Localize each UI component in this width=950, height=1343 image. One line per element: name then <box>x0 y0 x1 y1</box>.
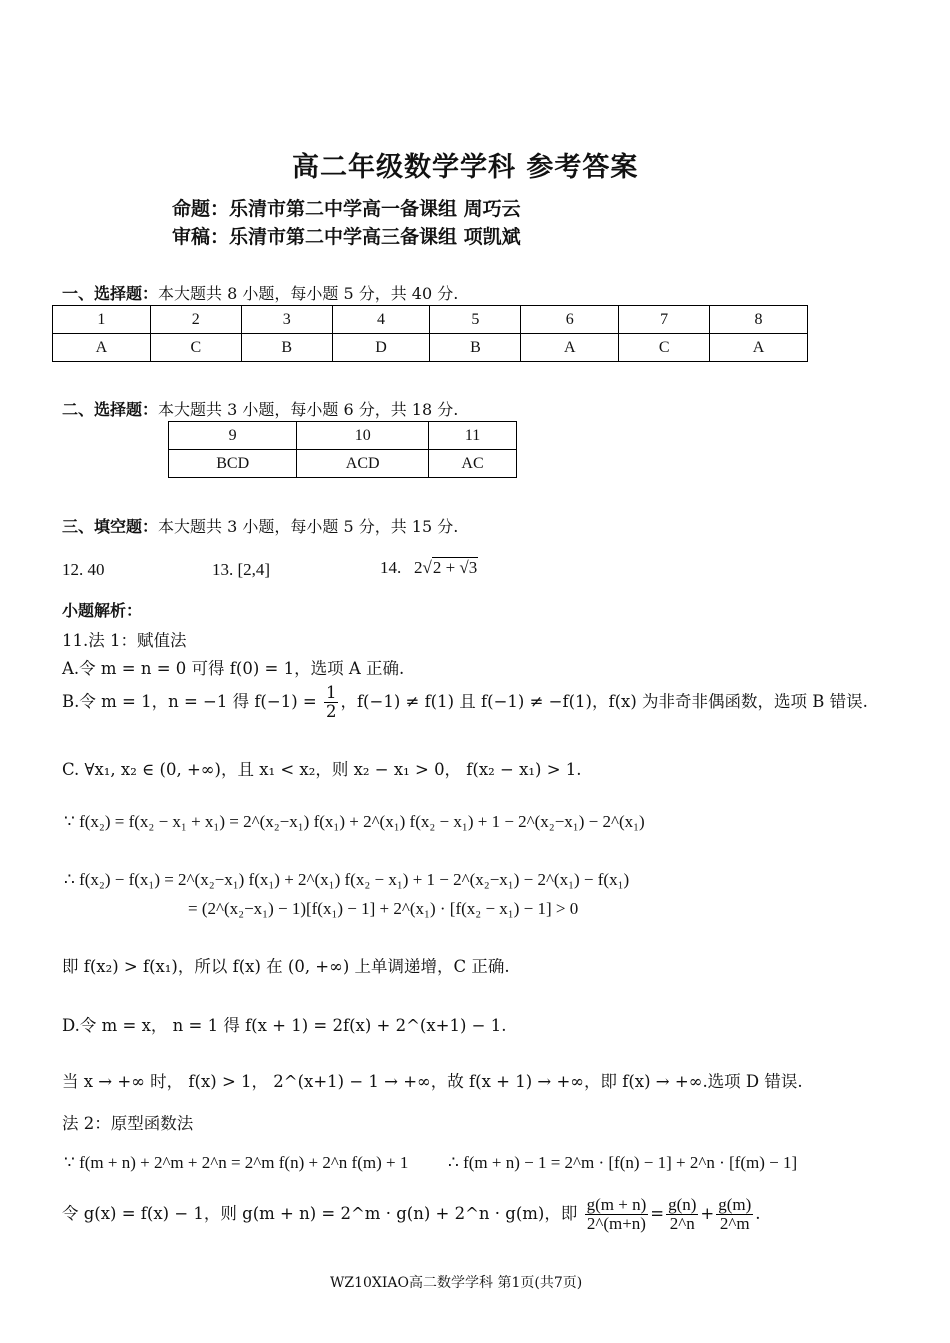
equation-4b: ∴ f(m + n) − 1 = 2^m · [f(n) − 1] + 2^n · [f(m) − 1] <box>448 1153 798 1172</box>
answer-13: 13. [2,4] <box>212 560 271 579</box>
fraction-denominator: 2 <box>325 702 337 721</box>
fraction <box>666 1196 698 1233</box>
g-definition-text: 令 g(x) = f(x) − 1，则 g(m + n) = 2^m · g(n) + 2^n · g(m)，即 <box>62 1204 578 1223</box>
analysis-heading-text: 小题解析： <box>62 601 143 620</box>
option-a: A.令 m = n = 0 可得 f(0) = 1，选项 A 正确. <box>62 659 405 678</box>
period: . <box>755 1204 761 1223</box>
answer-14-label: 14. <box>380 558 402 577</box>
section2-desc: 本大题共 3 小题，每小题 6 分，共 18 分. <box>158 400 459 419</box>
table-cell: A <box>521 334 619 362</box>
section3-desc: 本大题共 3 小题，每小题 5 分，共 15 分. <box>158 517 459 536</box>
table-cell: 9 <box>169 422 297 450</box>
page-footer: WZ10XIAO高二数学学科 第1页(共7页) <box>330 1275 583 1291</box>
analysis-heading <box>62 598 142 621</box>
fraction-numerator: 1 <box>325 683 337 702</box>
table-cell: C <box>150 334 241 362</box>
fraction-denominator: 2^(m+n) <box>586 1214 646 1233</box>
table-cell: C <box>619 334 710 362</box>
equals-sign: = <box>650 1204 665 1223</box>
sqrt-icon: √ <box>422 558 432 577</box>
answer-14-radicand: 2 + √3 <box>432 558 478 577</box>
table-cell: 11 <box>429 422 517 450</box>
equation-4a: ∵ f(m + n) + 2^m + 2^n = 2^m f(n) + 2^n f(m) + 1 <box>64 1153 409 1172</box>
table-cell: 4 <box>332 306 430 334</box>
table-row <box>169 422 517 450</box>
section1-heading <box>62 281 458 304</box>
table-cell: A <box>710 334 808 362</box>
table-cell: 2 <box>150 306 241 334</box>
equation-2: ∴ f(x₂) − f(x₁) = 2^(x₂−x₁) f(x₁) + 2^(x₁) f(x₂ − x₁) + 1 − 2^(x₂−x₁) − 2^(x₁) − f(x₁) <box>64 870 630 889</box>
section1-desc: 本大题共 8 小题，每小题 5 分，共 40 分. <box>158 284 459 303</box>
answer-14 <box>380 558 478 578</box>
fraction-numerator: g(n) <box>668 1195 697 1214</box>
answer-14-coef: 2 <box>414 558 423 577</box>
section1-label: 一、选择题： <box>62 284 159 303</box>
option-c-conclusion: 即 f(x₂) > f(x₁)，所以 f(x) 在 (0, +∞) 上单调递增，C 正确. <box>62 957 510 976</box>
table-cell: 3 <box>241 306 332 334</box>
fraction-numerator: g(m + n) <box>586 1195 647 1214</box>
fraction <box>585 1196 649 1233</box>
section1-answer-table <box>52 305 808 362</box>
table-cell: 8 <box>710 306 808 334</box>
section2-heading <box>62 397 458 420</box>
equation-1: ∵ f(x₂) = f(x₂ − x₁ + x₁) = 2^(x₂−x₁) f(x₁) + 2^(x₁) f(x₂ − x₁) + 1 − 2^(x₂−x₁) − 2^(x₁) <box>64 812 645 831</box>
option-c: C. ∀x₁, x₂ ∈ (0, +∞)，且 x₁ < x₂，则 x₂ − x₁ > 0， f(x₂ − x₁) > 1. <box>62 760 582 779</box>
g-definition <box>62 1196 761 1233</box>
option-d-conclusion: 当 x → +∞ 时， f(x) > 1， 2^(x+1) − 1 → +∞，故 f(x + 1) → +∞，即 f(x) → +∞.选项 D 错误. <box>62 1072 803 1091</box>
fraction-denominator: 2^m <box>719 1214 750 1233</box>
table-cell: D <box>332 334 430 362</box>
table-row <box>53 306 808 334</box>
table-cell: B <box>430 334 521 362</box>
section3-heading <box>62 514 458 537</box>
table-cell: BCD <box>169 450 297 478</box>
method2-title: 法 2：原型函数法 <box>62 1114 194 1133</box>
table-cell: AC <box>429 450 517 478</box>
reviewer-line: 审稿：乐清市第二中学高三备课组 项凯斌 <box>172 226 521 248</box>
section3-label: 三、填空题： <box>62 517 159 536</box>
table-cell: ACD <box>297 450 429 478</box>
section2-answer-table <box>168 421 517 478</box>
table-cell: A <box>53 334 151 362</box>
fraction-numerator: g(m) <box>718 1195 752 1214</box>
table-row <box>53 334 808 362</box>
table-cell: 6 <box>521 306 619 334</box>
option-b <box>62 684 868 721</box>
table-cell: 1 <box>53 306 151 334</box>
table-cell: 5 <box>430 306 521 334</box>
option-b-pre: B.令 m = 1，n = −1 得 f(−1) = <box>62 692 317 711</box>
section2-label: 二、选择题： <box>62 400 159 419</box>
option-b-post: ，f(−1) ≠ f(1) 且 f(−1) ≠ −f(1)，f(x) 为非奇非偶函数，选项 B 错误. <box>340 692 868 711</box>
answer-12: 12. 40 <box>62 560 105 579</box>
fraction-denominator: 2^n <box>669 1214 695 1233</box>
table-cell: B <box>241 334 332 362</box>
table-row <box>169 450 517 478</box>
page-title: 高二年级数学学科 参考答案 <box>292 152 639 183</box>
method1-title: 11.法 1：赋值法 <box>62 631 187 650</box>
table-cell: 10 <box>297 422 429 450</box>
fraction <box>716 1196 753 1233</box>
option-d: D.令 m = x， n = 1 得 f(x + 1) = 2f(x) + 2^(x+1) − 1. <box>62 1016 507 1035</box>
equation-3: = (2^(x₂−x₁) − 1)[f(x₁) − 1] + 2^(x₁) · [f(x₂ − x₁) − 1] > 0 <box>188 899 579 918</box>
author-line: 命题：乐清市第二中学高一备课组 周巧云 <box>172 198 521 220</box>
plus-sign: + <box>700 1204 715 1223</box>
fraction <box>324 684 339 721</box>
table-cell: 7 <box>619 306 710 334</box>
